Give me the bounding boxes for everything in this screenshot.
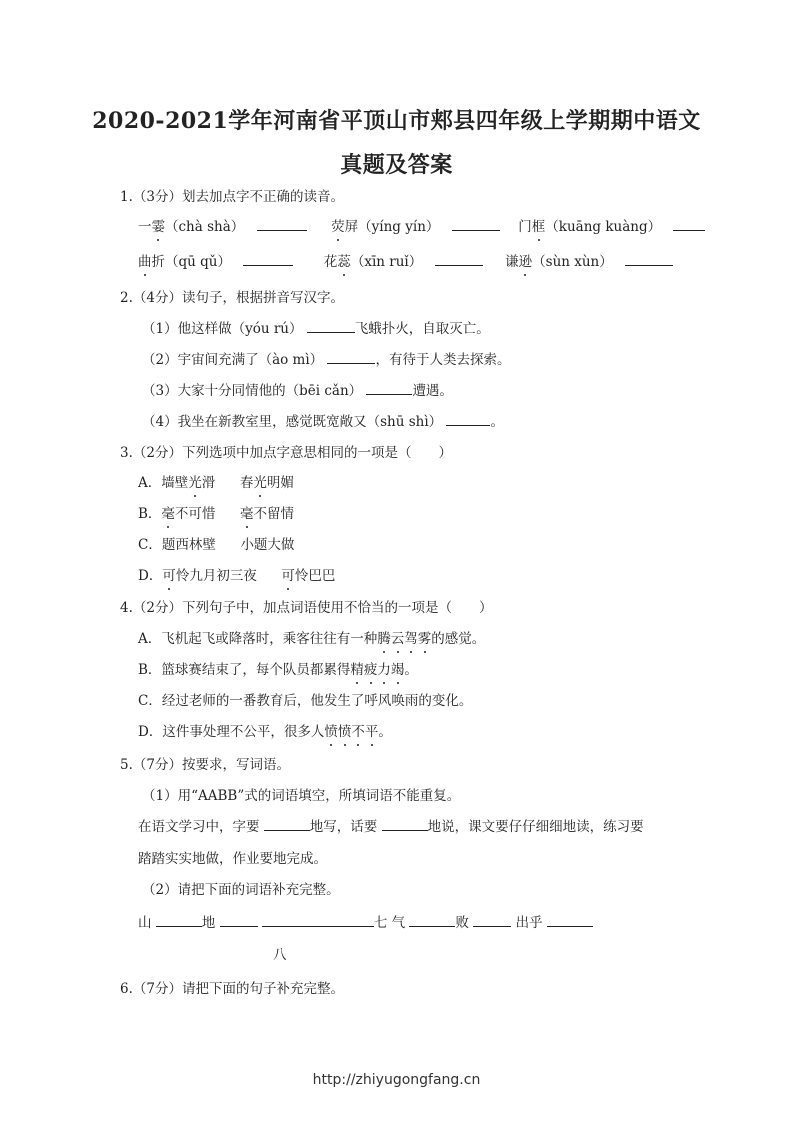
q5-l1-blank1[interactable]	[264, 818, 310, 831]
q3-a-dot1: 光	[188, 475, 202, 491]
q1-r2-b-blank[interactable]	[435, 253, 483, 266]
q4-b-dot2: 疲	[363, 662, 378, 678]
q4-b-dot3: 力	[377, 662, 391, 678]
q3-option-b[interactable]	[138, 505, 294, 523]
document-title-line1: 2020-2021学年河南省平顶山市郏县四年级上学期期中语文	[92, 108, 701, 134]
q4-option-c[interactable]: C．经过老师的一番教育后，他发生了呼风唤雨的变化。	[138, 693, 473, 709]
q4-a-pre: A．飞机起飞或降落时，乘客往往有一种	[138, 631, 378, 647]
q5-blank-bai[interactable]	[473, 914, 511, 927]
q2-s1-post: 飞蛾扑火，自取灭亡。	[354, 321, 490, 337]
q1-r2-c-blank[interactable]	[625, 253, 673, 266]
q2-s4-pre: （4）我坐在新教室里，感觉既宽敞又（shū shì）	[142, 414, 443, 430]
q3-a-dot2: 光	[253, 475, 267, 491]
q5-blank-qiqi[interactable]	[409, 914, 455, 927]
q3-b-text2b: 不留情	[253, 506, 295, 522]
q1-r2-c-pre: 谦	[505, 254, 519, 270]
q5-line1	[138, 818, 644, 836]
q4-b-post: 。	[404, 662, 418, 678]
q1-r2-c-dotted: 逊	[518, 254, 533, 270]
q5-word-shan: 山	[138, 915, 152, 931]
q5-line2: 踏踏实实地做，作业要地完成。	[138, 851, 327, 867]
q5-l1-blank2[interactable]	[382, 818, 428, 831]
q5-word-ba: 八	[273, 947, 287, 963]
q2-s2-post: ，有待于人类去探索。	[375, 352, 511, 368]
q1-r2-a-dotted: 曲	[138, 254, 152, 270]
q3-b-dot1: 毫	[161, 506, 175, 522]
q2-s3-post: 遭遇。	[412, 383, 453, 399]
q2-stem: 2.（4分）读句子，根据拼音写汉字。	[120, 290, 344, 306]
q5-stem: 5.（7分）按要求，写词语。	[120, 757, 290, 773]
q4-a-dot1: 腾	[377, 631, 391, 647]
q5-l1-a: 在语文学习中，字要	[138, 819, 260, 835]
q2-s3	[142, 382, 453, 400]
q1-stem: 1.（3分）划去加点字不正确的读音。	[120, 189, 344, 205]
q4-a-dot4: 雾	[417, 631, 432, 647]
q2-s1-blank[interactable]	[307, 320, 355, 333]
q3-d-dot2: 可	[281, 568, 295, 584]
q1-row2	[138, 253, 673, 271]
q1-r1-c-dotted: 框	[531, 219, 546, 235]
q1-r1-b-post: 屏	[344, 219, 359, 235]
q2-s2-blank[interactable]	[327, 351, 375, 364]
q3-d-dot1: 可	[162, 568, 176, 584]
q1-r1-a-pinyin: （chà shà）	[165, 219, 245, 235]
q4-option-b[interactable]	[138, 661, 418, 679]
q2-s4-blank[interactable]	[446, 413, 490, 426]
q1-r2-a-post: 折	[151, 254, 165, 270]
q5-word-di: 地	[201, 915, 216, 931]
q3-b-dot2: 毫	[240, 506, 254, 522]
q5-blank-shan[interactable]	[156, 914, 202, 927]
q5-word-qiqi: 七 气	[373, 915, 406, 931]
q5-sub2: （2）请把下面的词语补充完整。	[142, 882, 340, 898]
q1-r1-a-pre: 一	[138, 219, 152, 235]
q3-c-label: C．	[138, 537, 162, 553]
q5-word-chuhu: 出乎	[515, 915, 543, 931]
q3-d-text2b: 怜巴巴	[294, 568, 336, 584]
q2-s2	[142, 351, 510, 369]
q4-d-dot2: 愤	[337, 724, 352, 740]
q3-b-text1b: 不可惜	[174, 506, 216, 522]
q4-option-a[interactable]	[138, 630, 485, 648]
q1-r1-b-pinyin: （yíng yín）	[358, 219, 440, 235]
q4-a-dot3: 驾	[404, 631, 418, 647]
q5-word-bai: 败	[455, 915, 469, 931]
q3-option-c[interactable]	[138, 536, 294, 554]
q5-blank-long[interactable]	[262, 914, 374, 927]
q3-b-label: B．	[138, 506, 162, 522]
q1-row1	[138, 218, 705, 236]
q2-s4	[142, 413, 504, 431]
q2-s3-blank[interactable]	[366, 382, 412, 395]
q1-r2-a-pinyin: （qū qǔ）	[165, 254, 231, 270]
q4-a-post: 的感觉。	[431, 631, 486, 647]
q5-words-row	[138, 914, 593, 932]
q4-a-dot2: 云	[390, 631, 405, 647]
q1-r1-c-pinyin: （kuāng kuàng）	[545, 219, 662, 235]
q3-option-d[interactable]	[138, 567, 335, 585]
q4-d-dot1: 愤	[324, 724, 338, 740]
q1-r1-c-pre: 门	[518, 219, 532, 235]
q4-b-dot4: 竭	[390, 662, 405, 678]
q3-a-text2: 春	[239, 475, 254, 491]
q3-a-text1b: 滑	[201, 475, 216, 491]
q4-d-dot3: 不	[351, 724, 365, 740]
q1-r2-a-blank[interactable]	[243, 253, 293, 266]
q1-r1-c-blank[interactable]	[673, 218, 705, 231]
q4-stem: 4.（2分）下列句子中，加点词语使用不恰当的一项是（ ）	[120, 600, 493, 616]
q5-l1-c: 地说，课文要仔仔细细地读，练习要	[427, 819, 644, 835]
q1-r2-b-dotted: 蕊	[337, 254, 351, 270]
q1-r1-b-dotted: 荧	[331, 219, 345, 235]
q4-option-d[interactable]	[138, 723, 392, 741]
q3-a-text2b: 明媚	[266, 475, 294, 491]
q4-d-dot4: 平	[364, 724, 379, 740]
q2-s2-pre: （2）宇宙间充满了（ào mì）	[142, 352, 324, 368]
q1-r1-a-blank[interactable]	[257, 218, 307, 231]
q5-blank-chuhu[interactable]	[547, 914, 593, 927]
q1-r2-b-pre: 花	[323, 254, 338, 270]
q4-d-post: 。	[378, 724, 392, 740]
q4-b-dot1: 精	[350, 662, 364, 678]
q1-r1-a-dotted: 霎	[151, 219, 165, 235]
q2-s3-pre: （3）大家十分同情他的（bēi cǎn）	[142, 383, 363, 399]
q6-stem: 6.（7分）请把下面的句子补充完整。	[120, 981, 344, 997]
q3-c-text2: 小题大做	[240, 537, 295, 553]
q4-d-pre: D．这件事处理不公平，很多人	[138, 724, 325, 740]
document-title-line2: 真题及答案	[340, 152, 453, 178]
q3-d-text1b: 怜九月初三夜	[175, 568, 257, 584]
q1-r1-b-blank[interactable]	[452, 218, 500, 231]
q3-d-label: D．	[138, 568, 163, 584]
q3-option-a[interactable]	[138, 474, 294, 492]
q1-r2-c-pinyin: （sùn xùn）	[532, 254, 613, 270]
q2-s1-pre: （1）他这样做（yóu rú）	[142, 321, 303, 337]
q3-a-text1: 墙壁	[161, 475, 189, 491]
q5-sub1: （1）用“AABB”式的词语填空，所填词语不能重复。	[142, 788, 461, 804]
q1-r2-b-pinyin: （xīn ruǐ）	[350, 254, 423, 270]
q4-b-pre: B．篮球赛结束了，每个队员都累得	[138, 662, 351, 678]
q3-c-text1: 题西林壁	[161, 537, 216, 553]
q3-stem: 3.（2分）下列选项中加点字意思相同的一项是（ ）	[120, 445, 452, 461]
q2-s4-post: 。	[490, 414, 504, 430]
q5-l1-b: 地写，话要	[309, 819, 378, 835]
q2-s1	[142, 320, 490, 338]
footer-url[interactable]: http://zhiyugongfang.cn	[312, 1072, 481, 1088]
q5-blank-di[interactable]	[220, 914, 258, 927]
q3-a-label: A．	[138, 475, 162, 491]
